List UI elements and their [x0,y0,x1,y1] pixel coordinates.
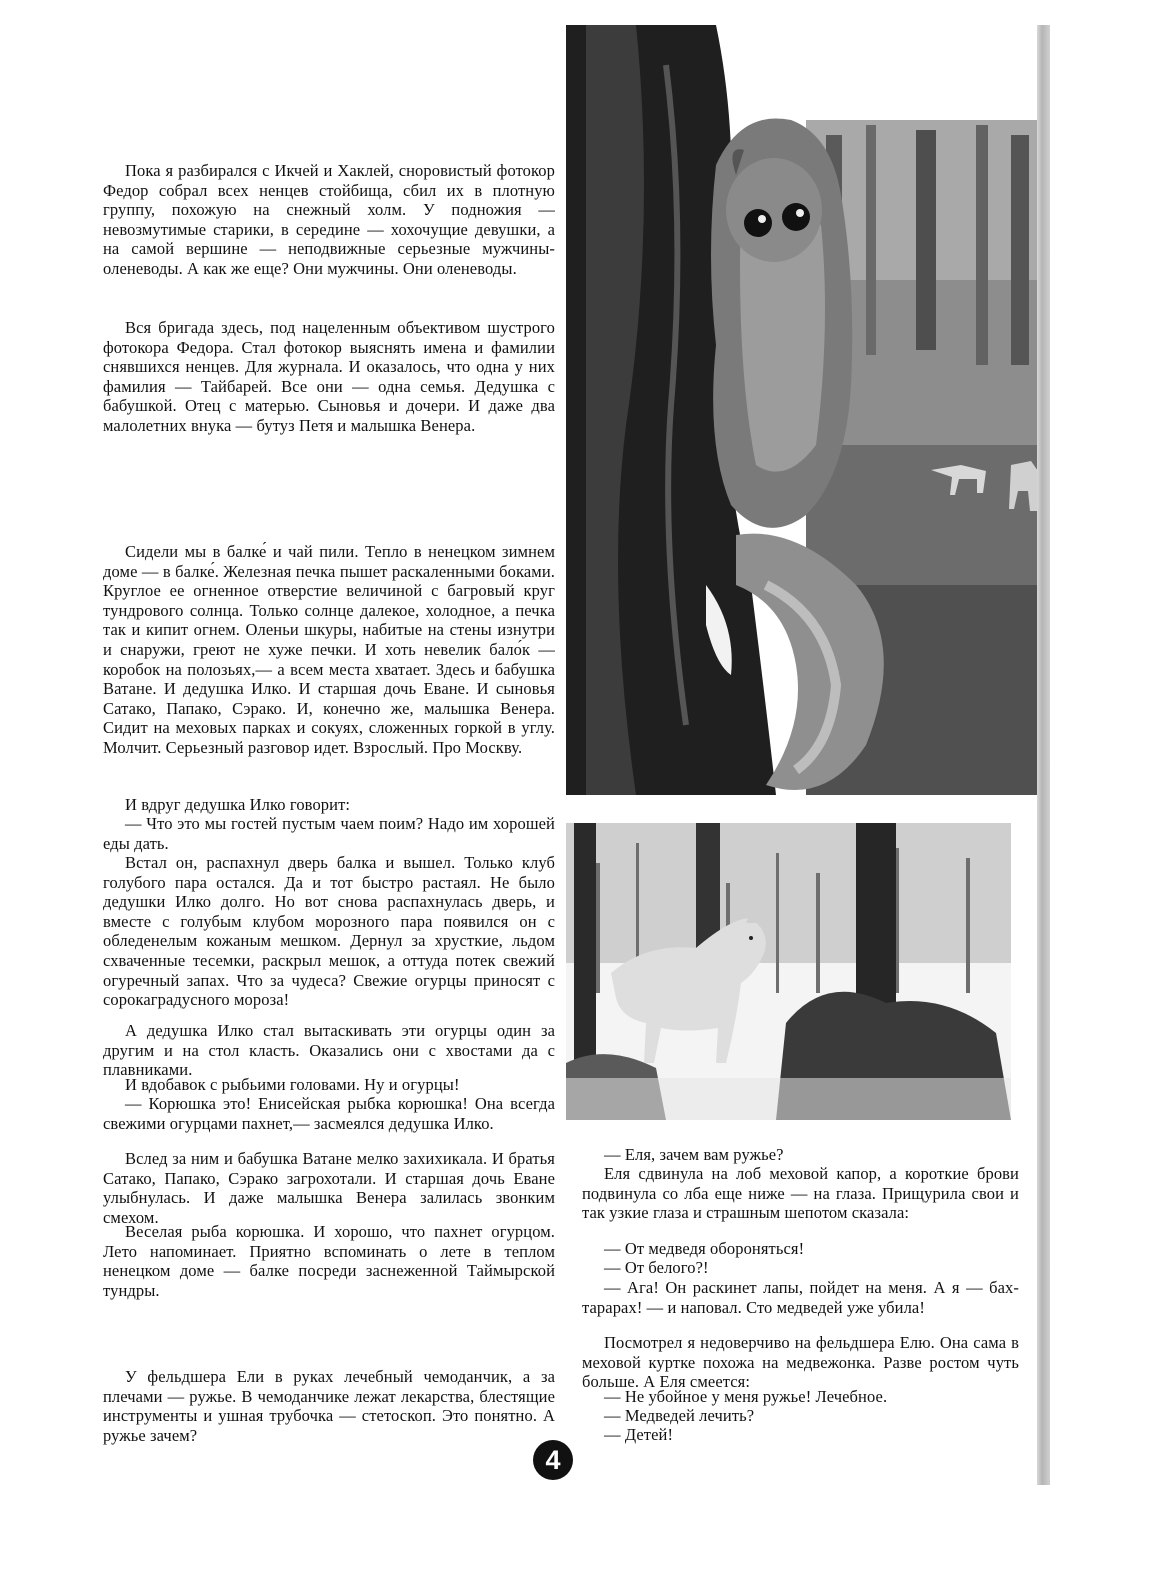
s2-paragraph-8: Вслед за ним и бабушка Ватане мелко захихикала. И братья Сатако, Папако, Сэрако загрохотали. И старшая дочь Еване улыбнулась. И даже малышка Венера залилась звонким смехом. [103,1149,555,1227]
s3-paragraph-8: — Не убойное у меня ружье! Лечебное. [604,1387,888,1406]
s3-paragraph-9: — Медведей лечить? [604,1406,755,1425]
s3-paragraph-3: Еля сдвинула на лоб меховой капор, а короткие брови подвинула со лба еще ниже — на глаза. Прищурила свои и так узкие глаза и страшным шепотом сказала: [582,1164,1019,1223]
s2-paragraph-2: И вдруг дедушка Илко говорит: [125,795,351,814]
page-number: 4 [533,1440,573,1480]
s1-paragraph-2: Вся бригада здесь, под нацеленным объективом шустрого фотокора Федора. Стал фотокор выяснять имена и фамилии снявшихся ненцев. Для журнала. И оказалось, что одна у них фамилия — Тайбарей. Все они — одна семья. Дедушка с бабушкой. Отец с матерью. Сыновья и дочери. И даже два малолетних внука — бутуз Петя и малышка Венера. [103,318,555,435]
s3-paragraph-10: — Детей! [604,1425,674,1444]
s2-paragraph-3: — Что это мы гостей пустым чаем поим? Надо им хорошей еды дать. [103,814,555,853]
s2-paragraph-7: — Корюшка это! Енисейская рыбка корюшка! Она всегда свежими огурцами пахнет,— засмеялся дедушка Илко. [103,1094,555,1133]
s3-paragraph-7: Посмотрел я недоверчиво на фельдшера Елю. Она сама в меховой куртке похожа на медвежонка. Разве ростом чуть больше. А Еля смеется: [582,1333,1019,1392]
s2-paragraph-5: А дедушка Илко стал вытаскивать эти огурцы один за другим и на стол класть. Оказались они с хвостами да с плавниками. [103,1021,555,1080]
s3-paragraph-2: — Еля, зачем вам ружье? [604,1145,784,1164]
squirrel-photo [566,25,1038,795]
s3-paragraph-4: — От медведя обороняться! [604,1239,805,1258]
s2-paragraph-6: И вдобавок с рыбьими головами. Ну и огурцы! [125,1075,460,1094]
s3-paragraph-5: — От белого?! [604,1258,709,1277]
s1-paragraph-1: Пока я разбирался с Икчей и Хаклей, сноровистый фотокор Федор собрал всех ненцев стойбища, сбил их в плотную группу, похожую на снежный холм. У подножия — невозмутимые старики, в середине — хохочущие девушки, а на самой вершине — неподвижные серьезные мужчины-оленеводы. А как же еще? Они мужчины. Они оленеводы. [103,161,555,278]
s2-paragraph-1: Сидели мы в балке́ и чай пили. Тепло в ненецком зимнем доме — в балке́. Железная печка пышет раскаленными боками. Круглое ее огненное отверстие величиной с багровый круг тундрового солнца. Только солнце далекое, холодное, а печка так и кипит огнем. Оленьи шкуры, набитые на стены изнутри и снаружи, греют не хуже печки. И хоть невелик бало́к — коробок на полозьях,— а всем места хватает. Здесь и бабушка Ватане. И дедушка Илко. И старшая дочь Еване. И сыновья Сатако, Папако, Сэрако. И, конечно же, малышка Венера. Сидит на меховых парках и сокуях, сложенных горкой в углу. Молчит. Серьезный разговор идет. Взрослый. Про Москву. [103,542,555,757]
wolf-photo [566,823,1011,1120]
s3-paragraph-6: — Ага! Он раскинет лапы, пойдет на меня. А я — бах-тарарах! — и наповал. Сто медведей уже убила! [582,1278,1019,1317]
s3-paragraph-1: У фельдшера Ели в руках лечебный чемоданчик, а за плечами — ружье. В чемоданчике лежат лекарства, блестящие инструменты и ушная трубочка — стетоскоп. Это понятно. А ружье зачем? [103,1367,555,1445]
page-edge [1037,25,1050,1485]
s2-paragraph-4: Встал он, распахнул дверь балка и вышел. Только клуб голубого пара остался. Да и тот быстро растаял. Не было дедушки Илко долго. Но вот снова распахнулась дверь, и вместе с голубым клубом морозного пара появился он с обледенелым кожаным мешком. Дернул за хрусткие, льдом схваченные тесемки, раскрыл мешок, а оттуда потек свежий огуречный запах. Что за чудеса? Свежие огурцы приносят с сорокаградусного мороза! [103,853,555,1010]
s2-paragraph-9: Веселая рыба корюшка. И хорошо, что пахнет огурцом. Лето напоминает. Приятно вспоминать о лете в теплом ненецком доме — балке посреди заснеженной Таймырской тундры. [103,1222,555,1300]
